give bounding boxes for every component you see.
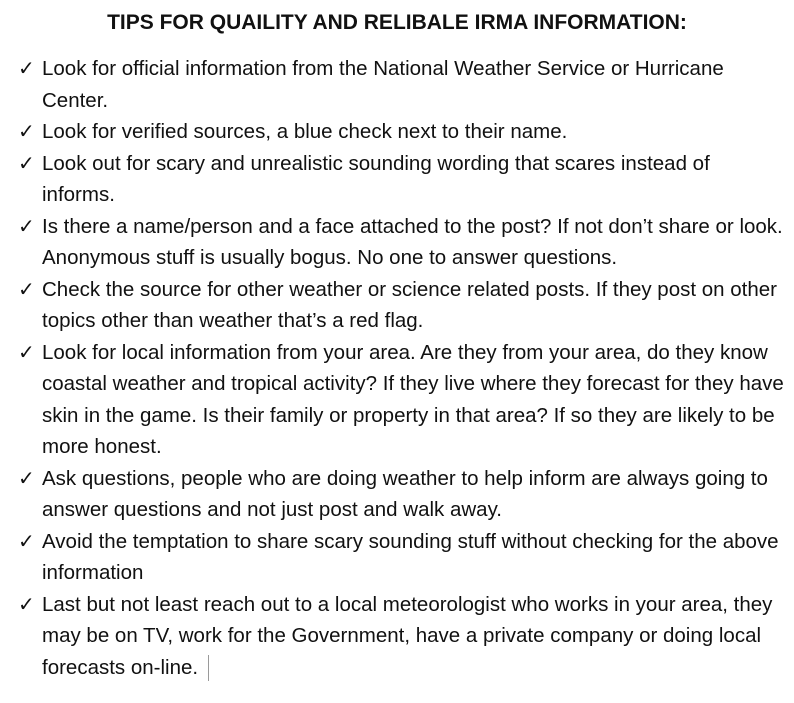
list-item	[18, 274, 788, 337]
checkmark-icon: ✓	[18, 56, 35, 80]
checkmark-icon: ✓	[18, 465, 35, 490]
tip-text: Look for local information from your area. Are they from your area, do they know coastal weather and tropical activity? If they live where they forecast for they have skin in the game. Is their family or property in that area? If so they are likely to be more honest.	[42, 340, 784, 458]
list-item	[18, 211, 788, 274]
text-cursor	[208, 655, 209, 681]
tip-text: Check the source for other weather or science related posts. If they post on other topics other than weather that’s a red flag.	[42, 277, 777, 332]
checkmark-icon: ✓	[18, 528, 35, 553]
checkmark-icon: ✓	[18, 150, 35, 175]
checkmark-icon: ✓	[18, 119, 35, 143]
tip-text: Look for official information from the National Weather Service or Hurricane Center.	[42, 57, 724, 112]
tip-text: Look out for scary and unrealistic sounding wording that scares instead of informs.	[42, 151, 710, 206]
tip-text: Last but not least reach out to a local meteorologist who works in your area, they may be on TV, work for the Government, have a private company or doing local forecasts on-line.	[42, 592, 773, 679]
checkmark-icon: ✓	[18, 213, 35, 238]
tip-text: Look for verified sources, a blue check next to their name.	[42, 120, 568, 143]
list-item	[18, 116, 788, 148]
page-title: TIPS FOR QUAILITY AND RELIBALE IRMA INFORMATION:	[107, 11, 687, 34]
tips-list	[18, 53, 788, 683]
tip-text: Ask questions, people who are doing weather to help inform are always going to answer questions and not just post and walk away.	[42, 466, 768, 521]
tip-text: Is there a name/person and a face attached to the post? If not don’t share or look. Anonymous stuff is usually bogus. No one to answer questions.	[42, 214, 783, 269]
list-item	[18, 148, 788, 211]
list-item	[18, 53, 788, 116]
checkmark-icon: ✓	[18, 339, 35, 364]
tip-text: Avoid the temptation to share scary sounding stuff without checking for the above information	[42, 529, 779, 584]
checkmark-icon: ✓	[18, 591, 35, 616]
list-item	[18, 589, 788, 684]
list-item	[18, 337, 788, 463]
list-item	[18, 526, 788, 589]
checkmark-icon: ✓	[18, 276, 35, 301]
list-item	[18, 463, 788, 526]
